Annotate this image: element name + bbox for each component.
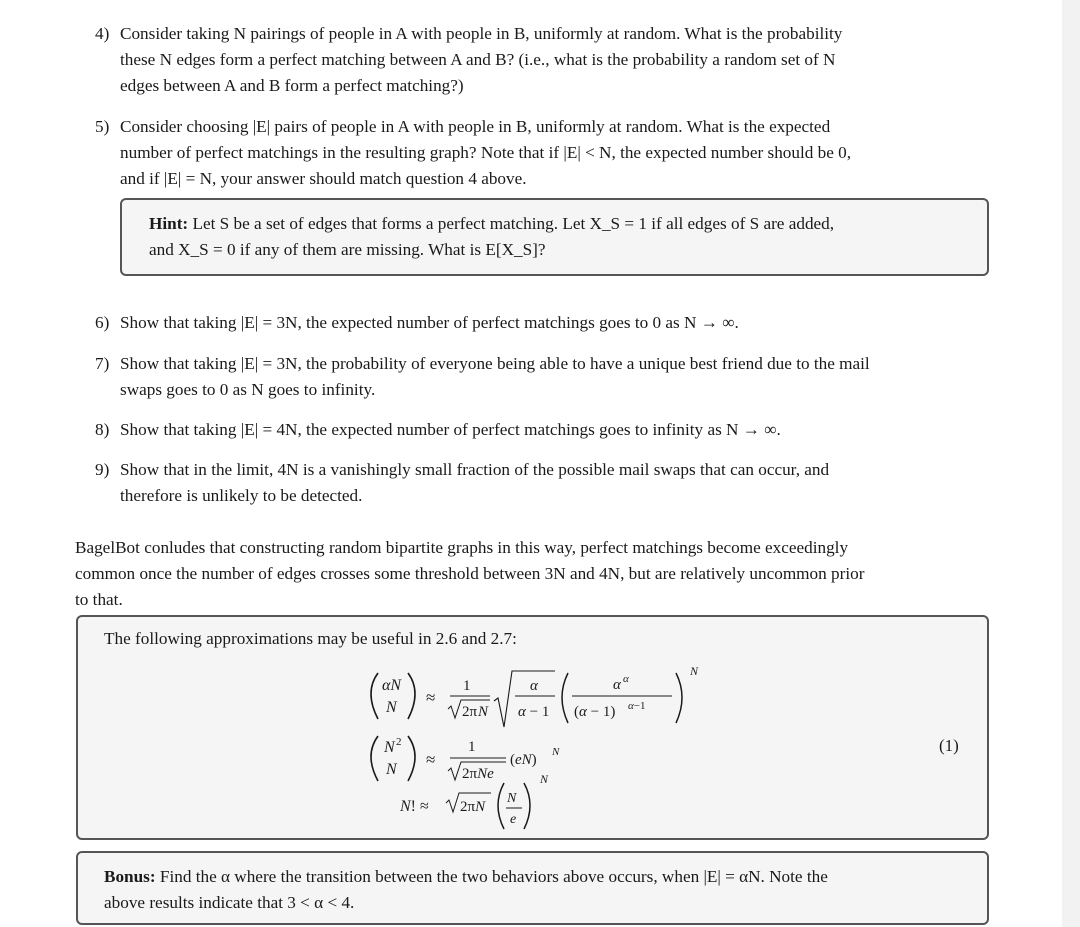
svg-text:α: α bbox=[613, 677, 621, 693]
svg-text:N! ≈: N! ≈ bbox=[400, 798, 429, 815]
svg-text:N: N bbox=[507, 791, 517, 806]
bonus-label: Bonus: bbox=[104, 867, 156, 886]
equation-text-versions bbox=[78, 617, 79, 618]
svg-text:≈: ≈ bbox=[426, 750, 436, 769]
bonus-line-1: Find the α where the transition between the two behaviors above occurs, when |E| = αN. Note the bbox=[159, 867, 828, 886]
item-number: 9) bbox=[95, 460, 110, 479]
bonus-box bbox=[76, 851, 989, 925]
svg-text:2πNe: 2πNe bbox=[462, 766, 494, 782]
svg-text:1: 1 bbox=[468, 739, 476, 755]
conclusion-line: BagelBot conludes that constructing random bipartite graphs in this way, perfect matchings become exceedingly bbox=[75, 538, 849, 557]
conclusion-line: to that. bbox=[75, 590, 123, 609]
item-number: 8) bbox=[95, 420, 110, 439]
problem-item-5 bbox=[95, 114, 991, 192]
hint-box bbox=[120, 198, 989, 276]
problem-item-7 bbox=[95, 351, 991, 403]
svg-text:N: N bbox=[540, 772, 549, 786]
conclusion-paragraph bbox=[75, 535, 989, 613]
item-line: number of perfect matchings in the resulting graph? Note that if |E| < N, the expected number should be 0, bbox=[120, 143, 852, 162]
svg-text:2πN: 2πN bbox=[460, 799, 486, 815]
approximations-intro: The following approximations may be useful in 2.6 and 2.7: bbox=[104, 629, 517, 648]
eq1-text bbox=[78, 617, 79, 618]
item-line: Consider choosing |E| pairs of people in A with people in B, uniformly at random. What is the expected bbox=[120, 117, 831, 136]
svg-text:e: e bbox=[510, 812, 517, 827]
item-line: edges between A and B form a perfect matching?) bbox=[120, 76, 464, 95]
item-number: 7) bbox=[95, 354, 110, 373]
svg-text:N: N bbox=[552, 746, 560, 758]
problem-item-9 bbox=[95, 457, 991, 509]
svg-text:N: N bbox=[386, 699, 397, 716]
svg-text:1: 1 bbox=[463, 678, 471, 694]
item-number: 5) bbox=[95, 117, 110, 136]
svg-text:αN: αN bbox=[382, 677, 402, 694]
item-number: 6) bbox=[95, 313, 110, 332]
svg-text:(α − 1): (α − 1) bbox=[574, 704, 616, 720]
svg-text:(eN): (eN) bbox=[510, 752, 537, 768]
item-line: and if |E| = N, your answer should match question 4 above. bbox=[120, 169, 527, 188]
item-line: therefore is unlikely to be detected. bbox=[120, 486, 363, 505]
equation-1-binomial-alpha-n bbox=[360, 667, 790, 733]
svg-text:N: N bbox=[386, 761, 397, 778]
bonus-line-2: above results indicate that 3 < α < 4. bbox=[104, 893, 355, 912]
approximations-box bbox=[76, 615, 989, 840]
item-line: swaps goes to 0 as N goes to infinity. bbox=[120, 380, 376, 399]
item-number: 4) bbox=[95, 24, 110, 43]
svg-text:2: 2 bbox=[396, 736, 402, 748]
item-line: these N edges form a perfect matching between A and B? (i.e., what is the probability a random set of N bbox=[120, 50, 836, 69]
item-line: Show that taking |E| = 4N, the expected number of perfect matchings goes to infinity as N → ∞. bbox=[120, 420, 781, 439]
svg-text:N: N bbox=[384, 739, 395, 756]
problem-item-8 bbox=[95, 417, 991, 443]
svg-text:2π: 2π bbox=[462, 704, 478, 720]
item-line: Show that taking |E| = 3N, the probability of everyone being able to have a unique best friend due to the mail bbox=[120, 354, 870, 373]
svg-text:α−1: α−1 bbox=[628, 700, 646, 712]
hint-line-1: Let S be a set of edges that forms a perfect matching. Let X_S = 1 if all edges of S are added, bbox=[192, 214, 835, 233]
svg-text:N: N bbox=[690, 667, 699, 678]
equation-number: (1) bbox=[939, 736, 959, 755]
scrollbar-track[interactable] bbox=[1062, 0, 1080, 927]
item-line: Show that in the limit, 4N is a vanishingly small fraction of the possible mail swaps that can occur, and bbox=[120, 460, 830, 479]
svg-text:α: α bbox=[623, 673, 629, 685]
problem-item-6 bbox=[95, 310, 991, 336]
item-line: Show that taking |E| = 3N, the expected number of perfect matchings goes to 0 as N → ∞. bbox=[120, 313, 739, 332]
conclusion-line: common once the number of edges crosses some threshold between 3N and 4N, but are relatively uncommon prior bbox=[75, 564, 865, 583]
svg-text:≈: ≈ bbox=[426, 688, 436, 707]
hint-line-2: and X_S = 0 if any of them are missing. What is E[X_S]? bbox=[149, 240, 546, 259]
problem-item-4 bbox=[95, 21, 991, 99]
svg-text:α − 1: α − 1 bbox=[518, 704, 550, 720]
svg-text:N: N bbox=[478, 704, 489, 720]
item-line: Consider taking N pairings of people in A with people in B, uniformly at random. What is the probability bbox=[120, 24, 843, 43]
hint-label: Hint: bbox=[149, 214, 189, 233]
equation-3-stirling bbox=[360, 771, 790, 835]
svg-text:α: α bbox=[530, 678, 538, 694]
